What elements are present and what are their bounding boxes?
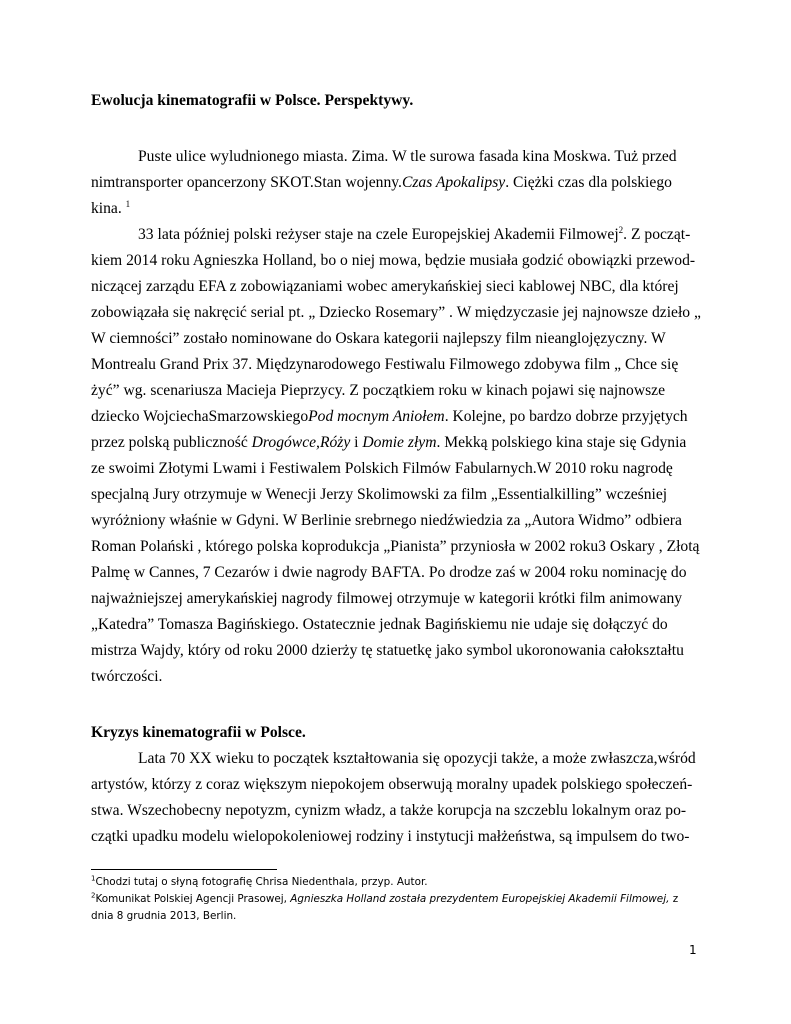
paragraph-line: stwa. Wszechobecny nepotyzm, cynizm władz, a także korupcja na szczeblu lokalnym oraz po- <box>91 802 687 819</box>
paragraph-line: czątki upadku modelu wielopokoleniowej rodziny i instytucji małżeństwa, są impulsem do two- <box>91 828 690 845</box>
film-title: Pod mocnym Aniołem <box>308 408 445 425</box>
paragraph-line: zobowiązała się nakręcić serial pt. „ Dziecko Rosemary” . W międzyczasie jej najnowsze dzieło „ <box>91 304 701 321</box>
paragraph-line: Puste ulice wyludnionego miasta. Zima. W tle surowa fasada kina Moskwa. Tuż przed <box>138 148 677 165</box>
page-number: 1 <box>689 943 697 957</box>
paragraph-line: kina. $^1$ <box>91 198 131 217</box>
paragraph-line: Roman Polański , którego polska koprodukcja „Pianista” przyniosła w 2002 roku3 Oskary , Złotą <box>91 538 700 555</box>
paragraph-line: najważniejszej amerykańskiej nagrody filmowej otrzymuje w kategorii krótki film animowany <box>91 590 683 607</box>
paragraph-line: przez polską publiczność Drogówce,Róży i Domie złym. Mekką polskiego kina staje się Gdynia <box>91 434 687 451</box>
footnote-1: $^1$Chodzi tutaj o słyną fotografię Chrisa Niedenthala, przyp. Autor. <box>91 874 428 888</box>
paragraph-line: ze swoimi Złotymi Lwami i Festiwalem Polskich Filmów Fabularnych.W 2010 roku nagrodę <box>91 460 673 477</box>
footnote-separator <box>91 869 277 870</box>
paragraph-line: żyć” wg. scenariusza Macieja Pieprzycy. Z początkiem roku w kinach pojawi się najnowsze <box>91 382 665 399</box>
paragraph-line: W ciemności” zostało nominowane do Oskara kategorii najlepszy film nieanglojęzyczny. W <box>91 330 666 347</box>
paragraph-line: wyróżniony właśnie w Gdyni. W Berlinie srebrnego niedźwiedzia za „Autora Widmo” odbiera <box>91 512 682 529</box>
section-heading-evolution: Ewolucja kinematografii w Polsce. Perspektywy. <box>91 92 414 109</box>
paragraph-line: mistrza Wajdy, który od roku 2000 dzierży tę statuetkę jako symbol ukoronowania całokształtu <box>91 642 684 659</box>
section-heading-crisis: Kryzys kinematografii w Polsce. <box>91 724 306 741</box>
paragraph-line: artystów, którzy z coraz większym niepokojem obserwują moralny upadek polskiego społeczeń- <box>91 776 693 793</box>
paragraph-line: Montrealu Grand Prix 37. Międzynarodowego Festiwalu Filmowego zdobywa film „ Chce się <box>91 356 679 373</box>
paragraph-line: „Katedra” Tomasza Bagińskiego. Ostatecznie jednak Bagińskiemu nie udaje się dołączyć do <box>91 616 668 633</box>
film-title: Domie złym <box>362 434 437 451</box>
film-title: Czas Apokalipsy <box>401 174 506 191</box>
footnote-ref-1[interactable]: 1 <box>125 198 131 209</box>
footnote-ref-2[interactable]: 2 <box>618 224 624 235</box>
footnote-2-continued: dnia 8 grudnia 2013, Berlin. <box>91 910 237 922</box>
film-title: Drogówce,Róży <box>251 434 351 451</box>
paragraph-line: dziecko WojciechaSmarzowskiegoPod mocnym Aniołem. Kolejne, po bardzo dobrze przyjętych <box>91 408 688 425</box>
paragraph-line: 33 lata później polski reżyser staje na czele Europejskiej Akademii Filmowej$^2$. Z począt- <box>138 224 691 243</box>
paragraph-line: twórczości. <box>91 668 163 685</box>
paragraph-line: niczącej zarządu EFA z zobowiązaniami wobec amerykańskiej sieci kablowej NBC, dla której <box>91 278 679 295</box>
footnote-2: $^2$Komunikat Polskiej Agencji Prasowej, Agnieszka Holland została prezydentem Europejskiej Akademii Filmowej, z <box>91 891 679 905</box>
paragraph-line: specjalną Jury otrzymuje w Wenecji Jerzy Skolimowski za film „Essentialkilling” wcześniej <box>91 486 668 503</box>
paragraph-line: nimtransporter opancerzony SKOT.Stan wojenny.Czas Apokalipsy. Ciężki czas dla polskiego <box>91 174 672 191</box>
paragraph-line: kiem 2014 roku Agnieszka Holland, bo o niej mowa, będzie musiała godzić obowiązki przewod- <box>91 252 696 269</box>
paragraph-line: Palmę w Cannes, 7 Cezarów i dwie nagrody BAFTA. Po drodze zaś w 2004 roku nominację do <box>91 564 687 581</box>
paragraph-line: Lata 70 XX wieku to początek kształtowania się opozycji także, a może zwłaszcza,wśród <box>138 750 696 767</box>
